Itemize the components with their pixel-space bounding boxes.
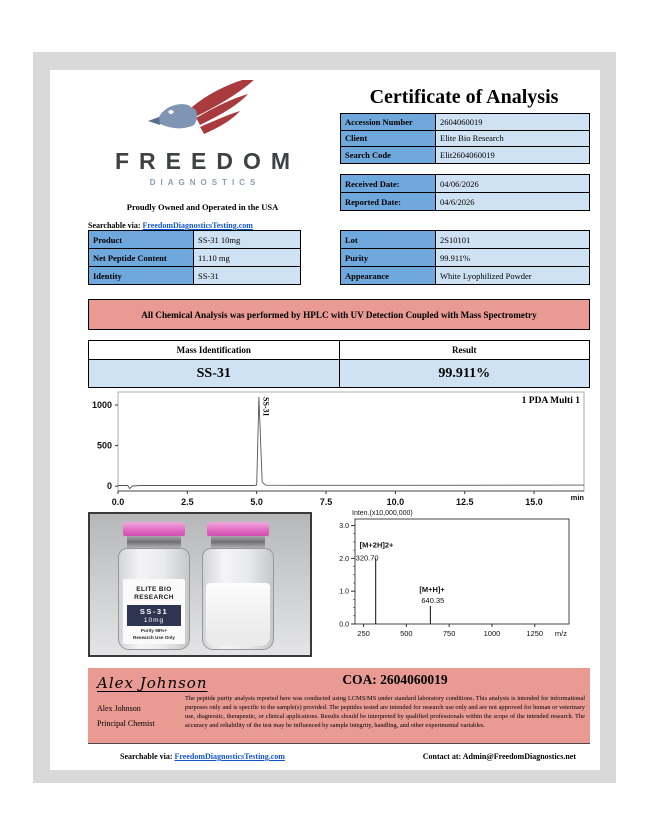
svg-text:0.0: 0.0 — [339, 621, 349, 629]
logo-subtitle-text: DIAGNOSTICS — [149, 178, 261, 187]
lot-table — [340, 230, 590, 285]
signature-box — [88, 668, 590, 744]
vial-band: SS-31 10mg — [127, 605, 181, 626]
table-value-cell: 04/6/2026 — [436, 193, 590, 211]
accession-table — [340, 113, 590, 164]
svg-text:SS-31: SS-31 — [261, 397, 271, 417]
svg-text:10.0: 10.0 — [386, 497, 405, 507]
svg-text:0: 0 — [106, 481, 112, 492]
vial-powder — [206, 583, 270, 646]
table-value-cell: 2604060019 — [436, 114, 590, 131]
svg-text:15.0: 15.0 — [525, 497, 543, 507]
svg-text:5.0: 5.0 — [250, 497, 263, 507]
certificate-page — [50, 70, 600, 770]
freedom-eagle-icon — [144, 80, 262, 146]
table-row — [341, 267, 590, 285]
vial-front — [117, 522, 191, 650]
svg-text:250: 250 — [357, 629, 370, 638]
result-value-cell: 99.911% — [339, 360, 590, 388]
table-row — [341, 175, 590, 193]
table-row — [89, 267, 301, 285]
svg-text:Inten.(x10,000,000): Inten.(x10,000,000) — [352, 510, 413, 517]
svg-text:min: min — [570, 493, 584, 502]
logo-block — [55, 80, 350, 230]
result-header-cell: Result — [339, 341, 590, 360]
svg-text:2.0: 2.0 — [339, 555, 349, 563]
freedom-diagnostics-link[interactable]: FreedomDiagnosticsTesting.com — [142, 221, 253, 230]
svg-text:320.70: 320.70 — [355, 553, 379, 563]
page-title: Certificate of Analysis — [369, 86, 559, 108]
result-value-row — [89, 360, 590, 388]
svg-text:1.0: 1.0 — [339, 588, 349, 596]
table-value-cell: White Lyophilized Powder — [436, 267, 590, 285]
table-label-cell: Identity — [89, 267, 194, 285]
table-value-cell: Elit2604060019 — [436, 147, 590, 164]
table-row — [341, 231, 590, 249]
table-value-cell: 11.10 mg — [194, 249, 301, 267]
table-label-cell: Lot — [341, 231, 436, 249]
result-header-cell: Mass Identification — [89, 341, 340, 360]
table-row — [341, 130, 590, 147]
vial-glass — [202, 548, 274, 650]
table-row — [89, 249, 301, 267]
svg-text:[M+H]+: [M+H]+ — [419, 584, 445, 594]
table-label-cell: Net Peptide Content — [89, 249, 194, 267]
svg-text:750: 750 — [442, 629, 456, 638]
coa-number: COA: 2604060019 — [342, 672, 448, 687]
signature-script: Alex Johnson — [97, 674, 208, 692]
table-label-cell: Appearance — [341, 267, 436, 285]
svg-text:0.0: 0.0 — [111, 497, 125, 507]
table-label-cell: Accession Number — [341, 114, 436, 131]
table-label-cell: Client — [341, 130, 436, 147]
result-table — [88, 340, 590, 388]
product-photo — [88, 512, 312, 657]
svg-text:3.0: 3.0 — [339, 523, 349, 531]
table-label-cell: Product — [89, 231, 194, 249]
svg-text:1000: 1000 — [91, 399, 112, 410]
vial-brand-text: ELITE BIO RESEARCH — [134, 586, 174, 602]
svg-text:1250: 1250 — [526, 629, 544, 638]
mass-spectrum-chart — [333, 504, 578, 642]
vial-cap — [123, 522, 185, 536]
table-label-cell: Search Code — [341, 147, 436, 164]
product-table — [88, 230, 301, 285]
table-row — [341, 147, 590, 164]
dates-table — [340, 174, 590, 211]
table-value-cell: SS-31 10mg — [194, 231, 301, 249]
table-row — [341, 249, 590, 267]
footer-searchable: Searchable via: FreedomDiagnosticsTesting.com — [120, 752, 285, 761]
svg-text:500: 500 — [400, 629, 413, 638]
vial-label — [123, 579, 185, 644]
table-label-cell: Purity — [341, 249, 436, 267]
table-row — [341, 114, 590, 131]
vial-glass — [118, 548, 190, 650]
hplc-chromatogram — [88, 387, 588, 511]
signer-role: Principal Chemist — [97, 719, 155, 728]
footer-contact: Contact at: Admin@FreedomDiagnostics.net — [422, 752, 576, 761]
table-value-cell: Elite Bio Research — [436, 130, 590, 147]
result-header-row — [89, 341, 590, 360]
svg-text:m/z: m/z — [554, 629, 567, 638]
svg-text:2.5: 2.5 — [181, 497, 194, 507]
table-row — [89, 231, 301, 249]
vial-seal — [127, 536, 181, 548]
vial-back — [201, 522, 275, 650]
vial-cap — [207, 522, 269, 536]
page-footer — [88, 752, 590, 761]
proudly-owned-text: Proudly Owned and Operated in the USA — [126, 202, 279, 212]
table-value-cell: 2S10101 — [436, 231, 590, 249]
searchable-via-line — [55, 221, 350, 230]
footer-diagnostics-link[interactable]: FreedomDiagnosticsTesting.com — [174, 752, 285, 761]
vial-seal — [211, 536, 265, 548]
vial-small-text: Purity 98%+ Research Use Only — [133, 628, 175, 640]
svg-text:500: 500 — [96, 440, 112, 451]
table-value-cell: SS-31 — [194, 267, 301, 285]
searchable-via-label: Searchable via: — [88, 221, 141, 230]
table-value-cell: 99.911% — [436, 249, 590, 267]
svg-text:7.5: 7.5 — [319, 497, 333, 507]
svg-text:[M+2H]2+: [M+2H]2+ — [359, 540, 394, 550]
svg-text:640.35: 640.35 — [421, 595, 445, 605]
svg-text:1 PDA Multi 1: 1 PDA Multi 1 — [521, 396, 580, 406]
logo-brand-text: FREEDOM — [115, 148, 300, 174]
svg-text:1000: 1000 — [483, 629, 501, 638]
table-row — [341, 193, 590, 211]
disclaimer-text: The peptide purity analysis reported here was conducted using LCMS/MS under standard laboratory conditions. This analysis is intended for informational purposes only and is specific to the sample(s) provided. The peptides tested are intended for research use only and are not approved for human or veterinary use, diagnostic, therapeutic, or clinical applications. Results should be interpreted by qualified professionals within the scope of the intended research. The accuracy and reliability of the test may be influenced by sample integrity, handling, and other experimental variables. — [185, 695, 585, 729]
viewer-backdrop — [33, 52, 616, 783]
table-value-cell: 04/06/2026 — [436, 175, 590, 193]
signer-name: Alex Johnson — [97, 704, 141, 713]
table-label-cell: Reported Date: — [341, 193, 436, 211]
table-label-cell: Received Date: — [341, 175, 436, 193]
method-banner: All Chemical Analysis was performed by HPLC with UV Detection Coupled with Mass Spectrometry — [88, 299, 590, 330]
result-value-cell: SS-31 — [89, 360, 340, 388]
svg-text:12.5: 12.5 — [455, 497, 474, 507]
